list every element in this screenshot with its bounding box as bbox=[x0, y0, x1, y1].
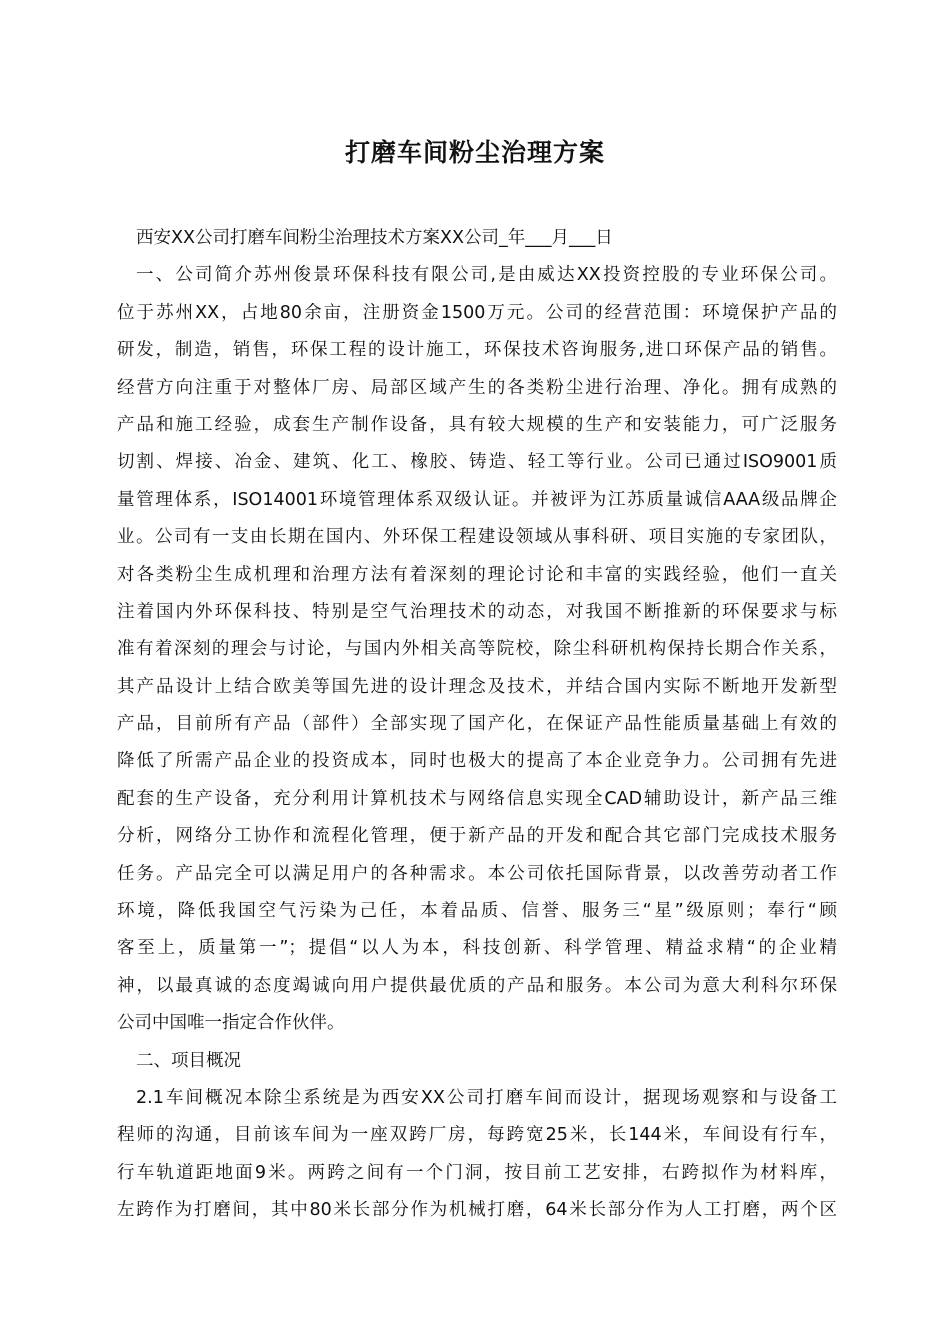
doc-line: 公司中国唯一指定合作伙伴。 bbox=[117, 1013, 345, 1034]
doc-line: 经营方向注重于对整体厂房、局部区域产生的各类粉尘进行治理、净化。拥有成熟的 bbox=[117, 377, 837, 398]
doc-line: 准有着深刻的理会与讨论，与国内外相关高等院校，除尘科研机构保持长期合作关系， bbox=[117, 639, 837, 660]
doc-line: 环境，降低我国空气污染为己任，本着品质、信誉、服务三“星”级原则；奉行“顾 bbox=[117, 901, 837, 922]
doc-line: 一、公司简介苏州俊景环保科技有限公司,是由威达XX投资控股的专业环保公司。 bbox=[136, 265, 837, 286]
doc-line: 任务。产品完全可以满足用户的各种需求。本公司依托国际背景，以改善劳动者工作 bbox=[117, 863, 837, 884]
section-heading: 二、项目概况 bbox=[136, 1050, 241, 1071]
doc-line: 西安XX公司打磨车间粉尘治理技术方案XX公司_年___月___日 bbox=[136, 228, 613, 248]
doc-line: 降低了所需产品企业的投资成本，同时也极大的提高了本企业竞争力。公司拥有先进 bbox=[117, 751, 837, 772]
doc-line: 产品和施工经验，成套生产制作设备，具有较大规模的生产和安装能力，可广泛服务 bbox=[117, 414, 837, 435]
doc-line: 产品，目前所有产品（部件）全部实现了国产化，在保证产品性能质量基础上有效的 bbox=[117, 714, 837, 735]
doc-line: 分析，网络分工协作和流程化管理，便于新产品的开发和配合其它部门完成技术服务 bbox=[117, 826, 837, 847]
document-body bbox=[117, 220, 837, 1230]
document-title: 打磨车间粉尘治理方案 bbox=[344, 138, 605, 167]
doc-line: 客至上，质量第一”；提倡“以人为本，科技创新、科学管理、精益求精“的企业精 bbox=[117, 938, 837, 959]
doc-line: 配套的生产设备，充分利用计算机技术与网络信息实现全CAD辅助设计，新产品三维 bbox=[117, 788, 837, 809]
doc-line: 2.1车间概况本除尘系统是为西安XX公司打磨车间而设计，据现场观察和与设备工 bbox=[136, 1087, 837, 1108]
doc-line: 切割、焊接、冶金、建筑、化工、橡胶、铸造、轻工等行业。公司已通过ISO9001质 bbox=[117, 452, 837, 473]
doc-line: 神，以最真诚的态度竭诚向用户提供最优质的产品和服务。本公司为意大利科尔环保 bbox=[117, 975, 837, 996]
doc-line: 位于苏州XX，占地80余亩，注册资金1500万元。公司的经营范围：环境保护产品的 bbox=[117, 302, 837, 323]
doc-line: 对各类粉尘生成机理和治理方法有着深刻的理论讨论和丰富的实践经验，他们一直关 bbox=[117, 564, 837, 585]
doc-line: 业。公司有一支由长期在国内、外环保工程建设领域从事科研、项目实施的专家团队， bbox=[117, 527, 837, 548]
doc-line: 研发，制造，销售，环保工程的设计施工，环保技术咨询服务,进口环保产品的销售。 bbox=[117, 340, 837, 361]
doc-line: 程师的沟通，目前该车间为一座双跨厂房，每跨宽25米，长144米，车间设有行车， bbox=[117, 1125, 837, 1146]
doc-line: 注着国内外环保科技、特别是空气治理技术的动态，对我国不断推新的环保要求与标 bbox=[117, 601, 837, 622]
doc-line: 行车轨道距地面9米。两跨之间有一个门洞，按目前工艺安排，右跨拟作为材料库， bbox=[117, 1162, 837, 1183]
doc-line: 左跨作为打磨间，其中80米长部分作为机械打磨，64米长部分作为人工打磨，两个区 bbox=[117, 1200, 837, 1221]
doc-line: 其产品设计上结合欧美等国先进的设计理念及技术，并结合国内实际不断地开发新型 bbox=[117, 676, 837, 697]
doc-line: 量管理体系，ISO14001环境管理体系双级认证。并被评为江苏质量诚信AAA级品牌企 bbox=[117, 489, 837, 510]
